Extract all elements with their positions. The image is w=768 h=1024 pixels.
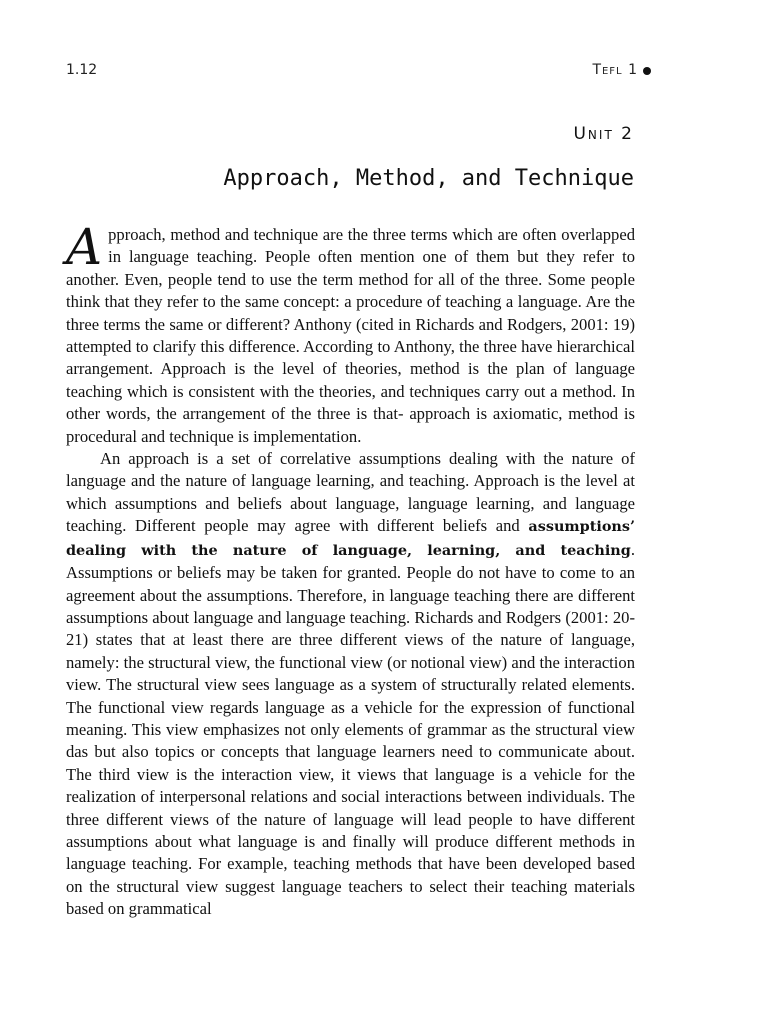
- paragraph-1-text: pproach, method and technique are the three terms which are often overlapped in language teaching. People often mention one of them but they refer to another. Even, people tend to use the term method for all of the three. Some people think that they refer to the same concept: a procedure of teaching a language. Are the three terms the same or different? Anthony (cited in Richards and Rodgers, 2001: 19) attempted to clarify this difference. According to Anthony, the three have hierarchical arrangement. Approach is the level of theories, method is the plan of language teaching which is consistent with the theories, and techniques carry out a method. In other words, the arrangement of the three is that- approach is axiomatic, method is procedural and technique is implementation.: [66, 225, 635, 446]
- body-text: [66, 218, 635, 921]
- paragraph-2-emphasis: assumptions’ dealing with the nature of language, learning, and teaching: [66, 518, 635, 559]
- running-header-title: Tefl 1: [592, 62, 638, 78]
- bullet-icon: [643, 67, 651, 75]
- unit-label: Unit 2: [573, 124, 634, 144]
- chapter-title: Approach, Method, and Technique: [223, 166, 634, 191]
- paragraph-2-text-end: . Assumptions or beliefs may be taken for granted. People do not have to come to an agreement about the assumptions. Therefore, in language teaching there are different assumptions about language and language teaching. Richards and Rodgers (2001: 20-21) states that at least there are three different views of the nature of language, namely: the structural view, the functional view (or notional view) and the interaction view. The structural view sees language as a system of structurally related elements. The functional view regards language as a vehicle for the expression of functional meaning. This view emphasizes not only elements of grammar as the structural view das but also topics or concepts that language learners need to communicate about. The third view is the interaction view, it views that language is a vehicle for the realization of interpersonal relations and social interactions between individuals. The three different views of the nature of language will lead people to have different assumptions about what language is and finally will produce different methods in language teaching. For example, teaching methods that have been developed based on the structural view suggest language teachers to select their teaching materials based on grammatical: [66, 539, 635, 919]
- paragraph-1: [66, 218, 635, 448]
- paragraph-2: [66, 448, 635, 921]
- paragraph-2-text-start: An approach is a set of correlative assumptions dealing with the nature of language and the nature of language learning, and teaching. Approach is the level at which assumptions and beliefs about language, language learning, and language teaching. Different people may agree with different beliefs and: [66, 449, 635, 536]
- dropcap-letter: A: [66, 218, 103, 276]
- page-number: 1.12: [66, 62, 98, 78]
